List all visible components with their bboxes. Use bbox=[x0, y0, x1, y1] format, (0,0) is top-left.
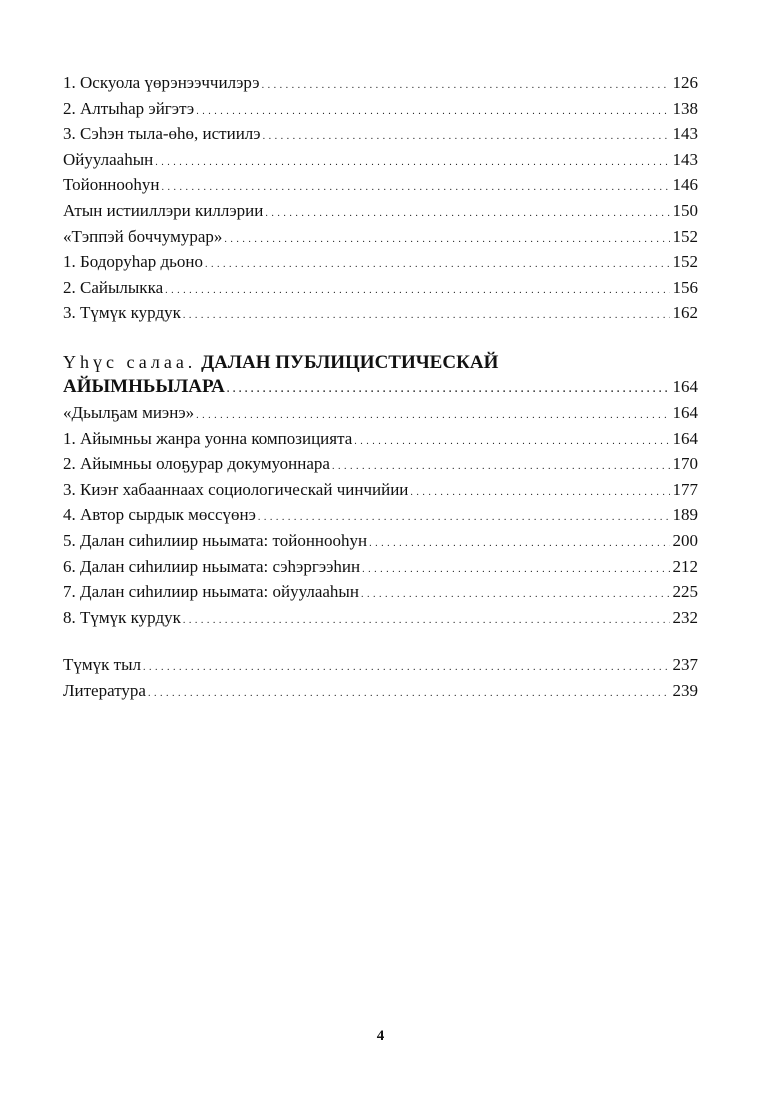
toc-entry bbox=[63, 402, 698, 428]
toc-entry bbox=[63, 123, 698, 149]
leader-dots bbox=[354, 428, 669, 454]
leader-dots bbox=[183, 607, 670, 633]
leader-dots bbox=[165, 277, 669, 303]
toc-entry-page: 225 bbox=[672, 582, 698, 602]
leader-dots bbox=[196, 402, 669, 428]
toc-entry-label: 2. Алтыһар эйгэтэ bbox=[63, 98, 195, 118]
toc-entry bbox=[63, 504, 698, 530]
toc-entry bbox=[63, 226, 698, 252]
toc-entry-page: 177 bbox=[672, 479, 698, 499]
toc-entry bbox=[63, 530, 698, 556]
toc-entry-page: 239 bbox=[672, 680, 698, 700]
toc-entry-label: 3. Киэҥ хабааннаах социологическай чинчийии bbox=[63, 479, 409, 499]
toc-entry bbox=[63, 428, 698, 454]
leader-dots bbox=[205, 251, 670, 277]
leader-dots bbox=[143, 654, 670, 680]
toc-entry bbox=[63, 149, 698, 175]
leader-dots bbox=[265, 200, 669, 226]
toc-entry-page: 143 bbox=[672, 149, 698, 169]
section-title-line2: АЙЫМНЬЫЛАРА bbox=[63, 375, 225, 397]
leader-dots bbox=[263, 123, 670, 149]
toc-entry-page: 237 bbox=[672, 655, 698, 675]
toc-entry-label: 7. Далан сиһилиир ньымата: ойуулааһын bbox=[63, 582, 359, 602]
toc-entry-page: 156 bbox=[672, 277, 698, 297]
section-title-line1: ДАЛАН ПУБЛИЦИСТИЧЕСКАЙ bbox=[201, 351, 499, 373]
toc-entry bbox=[63, 654, 698, 680]
toc-entry bbox=[63, 479, 698, 505]
toc-group-section-three bbox=[63, 350, 698, 632]
toc-entry bbox=[63, 680, 698, 706]
toc-entry-page: 138 bbox=[672, 98, 698, 118]
toc-entry bbox=[63, 98, 698, 124]
toc-entry-page: 143 bbox=[672, 124, 698, 144]
leader-dots bbox=[162, 174, 670, 200]
toc-entry-page: 146 bbox=[672, 175, 698, 195]
leader-dots bbox=[258, 504, 670, 530]
toc-group-chapter-continuation bbox=[63, 72, 698, 328]
toc-entry-label: 5. Далан сиһилиир ньымата: тойоннооһун bbox=[63, 530, 368, 550]
section-heading bbox=[63, 350, 698, 375]
section-number: Үһүс салаа. bbox=[63, 351, 197, 372]
toc-entry-page: 152 bbox=[672, 226, 698, 246]
toc-entry-label: 1. Оскуола үөрэнээччилэрэ bbox=[63, 73, 260, 92]
toc-entry bbox=[63, 556, 698, 582]
leader-dots bbox=[224, 226, 669, 252]
leader-dots bbox=[196, 98, 669, 124]
toc-entry-label: 6. Далан сиһилиир ньымата: сэһэргээһин bbox=[63, 556, 361, 576]
toc-entry-page: 164 bbox=[672, 428, 698, 448]
toc-entry-label: 2. Сайылыкка bbox=[63, 277, 164, 297]
toc-entry-page: 150 bbox=[672, 200, 698, 220]
toc-entry-label: Атын истииллэри киллэрии bbox=[63, 200, 264, 220]
toc-entry-label: Ойуулааһын bbox=[63, 149, 154, 169]
toc-entry bbox=[63, 607, 698, 633]
toc-entry-label: 1. Айымньы жанра уонна композицията bbox=[63, 428, 353, 448]
toc-entry-page: 200 bbox=[672, 530, 698, 550]
toc-entry-label: 2. Айымньы олоҕурар докумуоннара bbox=[63, 454, 330, 474]
toc-entry-label: «Дьылҕам миэнэ» bbox=[63, 402, 195, 422]
toc-entry bbox=[63, 251, 698, 277]
toc-entry bbox=[63, 174, 698, 200]
toc-group-back-matter bbox=[63, 654, 698, 705]
toc-entry bbox=[63, 453, 698, 479]
toc-entry-section bbox=[63, 375, 698, 402]
toc-entry-label: «Тэппэй боччумурар» bbox=[63, 226, 223, 246]
toc-entry bbox=[63, 302, 698, 328]
toc-entry-page: 189 bbox=[672, 505, 698, 525]
leader-dots bbox=[227, 375, 670, 402]
toc-entry-label: 1. Бодоруһар дьоно bbox=[63, 252, 203, 272]
toc-entry-page: 152 bbox=[672, 252, 698, 272]
toc-entry bbox=[63, 200, 698, 226]
toc-entry-label: 4. Автор сырдык мөссүөнэ bbox=[63, 505, 256, 525]
toc-entry-page: 164 bbox=[672, 402, 698, 422]
toc-entry-label: 3. Түмүк курдук bbox=[63, 303, 181, 323]
leader-dots bbox=[362, 556, 669, 582]
toc-entry-label: 3. Сэһэн тыла-өһө, истиилэ bbox=[63, 124, 261, 144]
leader-dots bbox=[332, 453, 670, 479]
toc-entry-page: 126 bbox=[672, 73, 698, 92]
toc-entry-label: Тойоннооһун bbox=[63, 175, 160, 195]
leader-dots bbox=[410, 479, 669, 505]
leader-dots bbox=[369, 530, 669, 556]
toc-entry bbox=[63, 581, 698, 607]
leader-dots bbox=[183, 302, 670, 328]
table-of-contents bbox=[63, 72, 698, 705]
leader-dots bbox=[361, 581, 670, 607]
toc-entry-label: 8. Түмүк курдук bbox=[63, 607, 181, 627]
leader-dots bbox=[155, 149, 669, 175]
toc-entry-page: 212 bbox=[672, 556, 698, 576]
leader-dots bbox=[262, 72, 670, 98]
toc-entry-page: 170 bbox=[672, 454, 698, 474]
toc-entry bbox=[63, 72, 698, 98]
toc-entry-page: 164 bbox=[672, 376, 698, 396]
toc-entry bbox=[63, 277, 698, 303]
toc-entry-label: Литература bbox=[63, 680, 146, 700]
toc-entry-label: Түмүк тыл bbox=[63, 655, 141, 675]
toc-entry-page: 162 bbox=[672, 303, 698, 323]
page-number: 4 bbox=[376, 1028, 385, 1044]
leader-dots bbox=[148, 680, 670, 706]
toc-entry-page: 232 bbox=[672, 607, 698, 627]
